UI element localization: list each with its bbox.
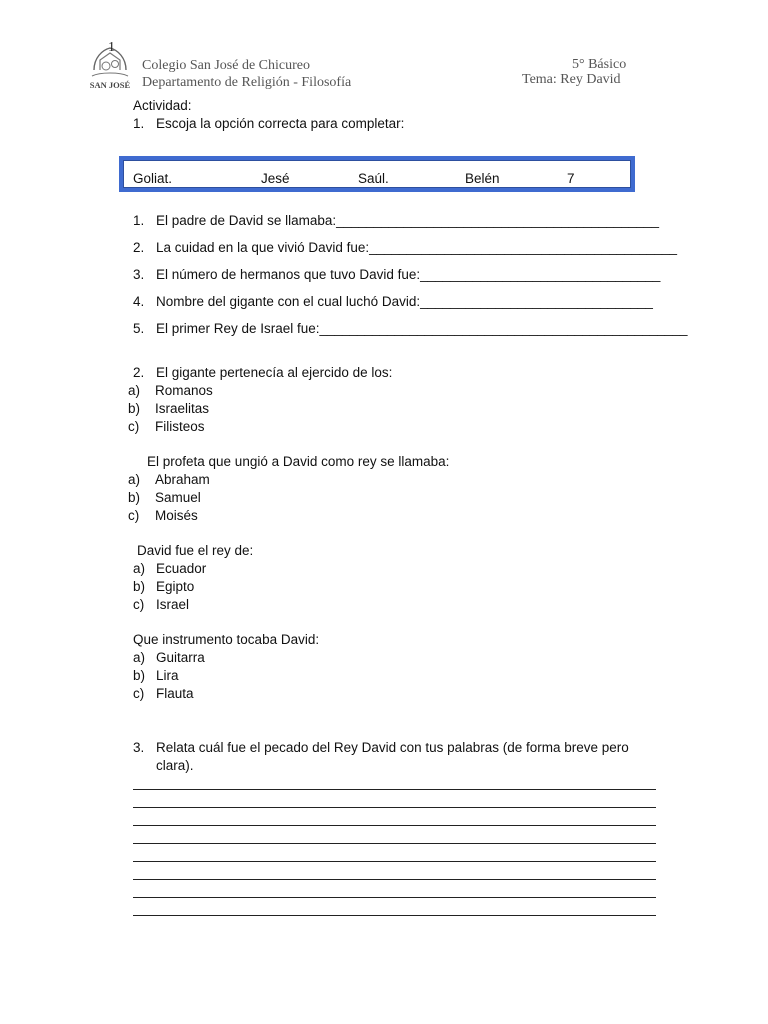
fill-item-text: El número de hermanos que tuvo David fue:________________________________	[156, 267, 661, 282]
fill-item-number: 1.	[133, 213, 145, 228]
logo-text: SAN JOSÉ	[89, 80, 131, 90]
activity-title: Actividad:	[133, 98, 192, 113]
option-letter: c)	[128, 508, 140, 523]
option-letter: a)	[128, 472, 141, 487]
prophet-question: El profeta que ungió a David como rey se llamaba:	[147, 454, 450, 469]
fill-item-text: El padre de David se llamaba:___________________________________________	[156, 213, 659, 228]
word-bank-option: Goliat.	[133, 171, 173, 186]
fill-item-number: 2.	[133, 240, 145, 255]
fill-item-number: 5.	[133, 321, 145, 336]
option-text: Moisés	[155, 508, 198, 523]
department-name: Departamento de Religión - Filosofía	[142, 75, 352, 90]
option-text: Israelitas	[155, 401, 210, 416]
school-name: Colegio San José de Chicureo	[142, 58, 310, 73]
q1-instruction: Escoja la opción correcta para completar:	[156, 116, 405, 131]
answer-line[interactable]	[133, 789, 656, 790]
answer-line[interactable]	[133, 915, 656, 916]
word-bank-option: Jesé	[261, 171, 290, 186]
option-text: Filisteos	[155, 419, 205, 434]
option-text: Lira	[156, 668, 179, 683]
fill-item-text: Nombre del gigante con el cual luchó David:_______________________________	[156, 294, 653, 309]
word-bank-box	[119, 156, 635, 192]
option-letter: a)	[133, 650, 146, 665]
q1-number: 1.	[133, 116, 145, 131]
option-text: Guitarra	[156, 650, 205, 665]
option-letter: a)	[133, 561, 146, 576]
answer-line[interactable]	[133, 843, 656, 844]
fill-item-text: La cuidad en la que vivió David fue:_________________________________________	[156, 240, 677, 255]
grade-label: 5° Básico	[572, 57, 627, 72]
option-text: Abraham	[155, 472, 210, 487]
answer-line[interactable]	[133, 897, 656, 898]
answer-line[interactable]	[133, 825, 656, 826]
q2-number: 2.	[133, 365, 145, 380]
option-text: Ecuador	[156, 561, 207, 576]
option-text: Egipto	[156, 579, 195, 594]
option-text: Israel	[156, 597, 190, 612]
option-letter: b)	[133, 668, 146, 683]
topic-label: Tema: Rey David	[522, 72, 621, 87]
instrument-question: Que instrumento tocaba David:	[133, 632, 320, 647]
word-bank-option: Belén	[465, 171, 500, 186]
q3-text-line1: Relata cuál fue el pecado del Rey David con tus palabras (de forma breve pero	[156, 740, 629, 755]
word-bank-option: 7	[567, 171, 575, 186]
option-letter: a)	[128, 383, 141, 398]
word-bank-option: Saúl.	[358, 171, 389, 186]
answer-line[interactable]	[133, 861, 656, 862]
fill-item-text: El primer Rey de Israel fue:_________________________________________________	[156, 321, 688, 336]
option-letter: b)	[128, 401, 141, 416]
q2-text: El gigante pertenecía al ejercido de los:	[156, 365, 393, 380]
option-letter: c)	[128, 419, 140, 434]
option-letter: c)	[133, 597, 145, 612]
option-text: Romanos	[155, 383, 213, 398]
option-letter: b)	[128, 490, 141, 505]
q3-text-line2: clara).	[156, 758, 194, 773]
fill-item-number: 4.	[133, 294, 145, 309]
king-question: David fue el rey de:	[137, 543, 254, 558]
option-letter: c)	[133, 686, 145, 701]
option-text: Samuel	[155, 490, 201, 505]
logo-number: 1	[108, 40, 115, 55]
q3-number: 3.	[133, 740, 145, 755]
option-text: Flauta	[156, 686, 194, 701]
answer-line[interactable]	[133, 879, 656, 880]
option-letter: b)	[133, 579, 146, 594]
fill-item-number: 3.	[133, 267, 145, 282]
answer-line[interactable]	[133, 807, 656, 808]
